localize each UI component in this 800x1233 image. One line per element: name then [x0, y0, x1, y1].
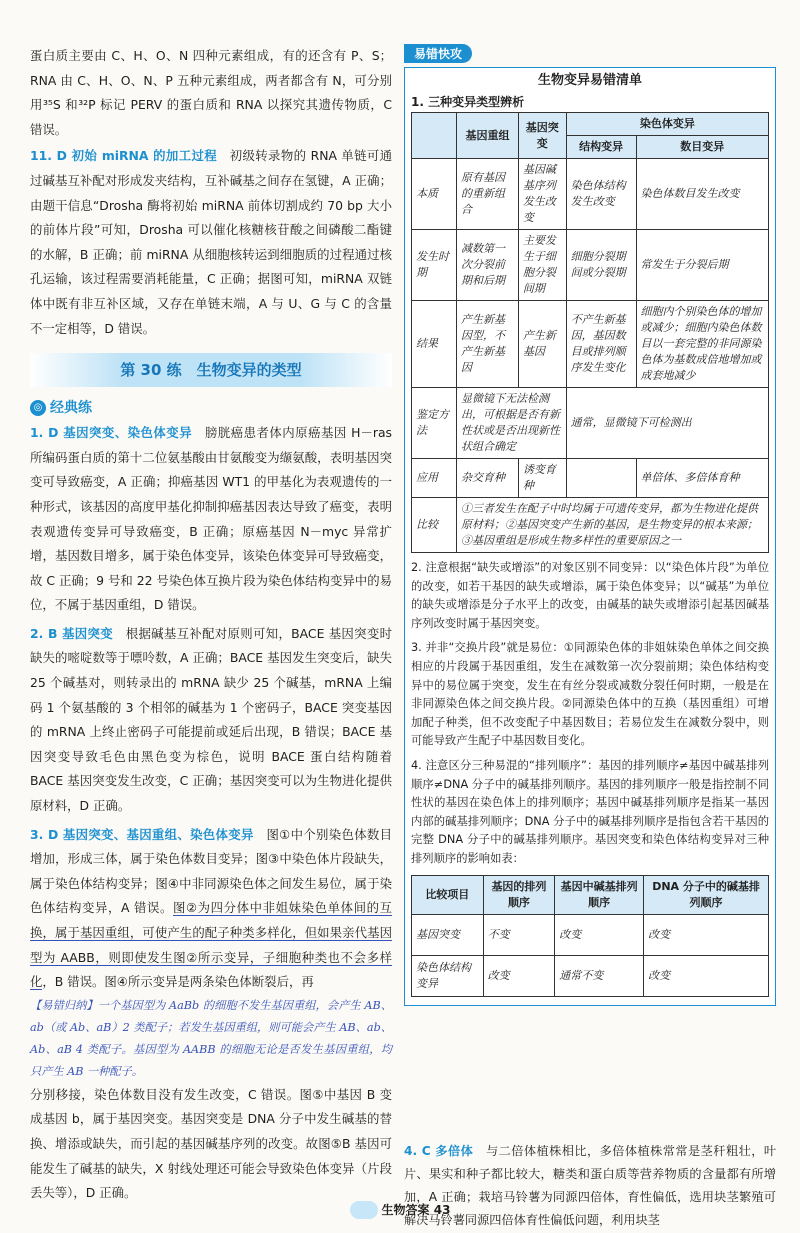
note-3: 3. 并非“交换片段”就是易位：①同源染色体的非姐妹染色单体之间交换相应的片段属于基因重组，发生在减数第一次分裂前期；染色体结构变异中的易位属于突变，发生在有丝分裂或减数分裂任何时期，一般是在非同源染色体之间交换片段。②同源染色体中的互换（基因重组）可增加配子种类，但不改变配子中基因数目；若易位发生在减数分裂中，则可能导致产生配子中基因数目变化。	[411, 641, 769, 748]
table-header-cell: 结构变异	[566, 136, 636, 159]
table-header-cell	[412, 113, 457, 159]
order-comparison-table	[411, 875, 769, 997]
table-cell: 细胞内个别染色体的增加或减少；细胞内染色体数目以一套完整的非同源染色体为基数成倍地增加或成套地减少	[636, 301, 769, 388]
table-cell: 原有基因的重新组合	[457, 159, 519, 230]
q2-paragraph	[30, 622, 392, 819]
q3-tail: 分别移接，染色体数目没有发生改变，C 错误。图⑤中基因 B 变成基因 b，属于基因突变。基因突变是 DNA 分子中发生碱基的替换、增添或缺失，而引起的基因碱基序列的改变。故图⑤B 基因可能发生了碱基的缺失，X 射线处理还可能会导致染色体变异（片段丢失等），D 正确。	[30, 1086, 392, 1201]
table-cell: 染色体数目发生改变	[636, 159, 769, 230]
q1-paragraph	[30, 421, 392, 618]
table-header-cell: DNA 分子中的碱基排列顺序	[644, 875, 769, 914]
q11-text: 初级转录物的 RNA 单链可通过碱基互补配对形成发夹结构，互补碱基之间存在氢键，A 正确；由题干信息“Drosha 酶将初始 miRNA 前体切割成约 70 bp 大小的前体片段”可知，Drosha 可以催化核糖核苷酸之间磷酸二酯键的水解，B 正确；前 miRNA 从细胞核转运到细胞质的过程通过核孔运输，该过程需要消耗能量，C 正确；据图可知，miRNA 双链体中既有非互补区域，又存在单链末端，A 与 U、G 与 C 的含量不一定相等，D 错误。	[30, 148, 393, 336]
note-4: 4. 注意区分三种易混的“排列顺序”：基因的排列顺序≠基因中碱基排列顺序≠DNA 分子中的碱基排列顺序。基因的排列顺序一般是指控制不同性状的基因在染色体上的排列顺序；基因中碱基排列顺序是指某一基因内部的碱基排列顺序；DNA 分子中的碱基排列顺序是指包含若干基因的完整 DNA 分子中的碱基排列顺序。基因突变和染色体结构变异对三种排列顺序的影响如表：	[411, 758, 769, 865]
table-cell: 单倍体、多倍体育种	[636, 459, 769, 498]
box-title: 生物变异易错清单	[537, 73, 642, 88]
table-cell: 改变	[555, 914, 644, 955]
table-cell: 染色体结构发生改变	[566, 159, 636, 230]
publisher-logo-icon	[350, 1201, 378, 1219]
sub-title-text: 经典练	[50, 400, 92, 417]
table-cell: 减数第一次分裂前期和后期	[457, 230, 519, 301]
q3-text-c: ，B 错误。图④所示变异是两条染色体断裂后，再	[42, 974, 314, 990]
q11-paragraph	[30, 144, 392, 341]
tip-tag: 易错快攻	[404, 44, 472, 63]
table-cell: 染色体结构变异	[412, 955, 484, 996]
handwritten-note: 【易错归纳】一个基因型为 AaBb 的细胞不发生基因重组，会产生 AB、ab（或 Ab、aB）2 类配子；若发生基因重组，则可能会产生 AB、ab、Ab、aB 4 类配子。基因型为 AABB 的细胞无论是否发生基因重组，均只产生 AB 一种配子。	[30, 998, 392, 1078]
variation-table	[411, 112, 769, 553]
q3-paragraph	[30, 823, 392, 995]
sub-title	[30, 395, 392, 421]
row-label: 比较	[412, 498, 457, 553]
q11-label: 11. D 初始 miRNA 的加工过程	[30, 148, 217, 164]
table-row	[412, 498, 769, 553]
table-row	[412, 459, 769, 498]
box-subtitle: 1. 三种变异类型辨析	[411, 95, 525, 109]
q4-label: 4. C 多倍体	[404, 1144, 474, 1158]
section-title: 第 30 练 生物变异的类型	[30, 353, 392, 387]
table-cell: 基因突变	[412, 914, 484, 955]
q1-text: 膀胱癌患者体内原癌基因 H－ras 所编码蛋白质的第十二位氨基酸由甘氨酸变为缬氨酸，表明基因突变可导致癌变，A 正确；抑癌基因 WT1 的甲基化为表观遗传的一种形式，该基因的高度甲基化抑制抑癌基因表达导致了癌变，表明表观遗传变异可导致癌变，B 正确；原癌基因 N－myc 异常扩增，基因数目增多，属于染色体变异，该染色体变异可导致癌变，故 C 正确；9 号和 22 号染色体互换片段为染色体结构变异中的易位，不属于基因重组，D 错误。	[30, 425, 393, 613]
table-cell: 不产生新基因，基因数目或排列顺序发生变化	[566, 301, 636, 388]
table-cell: 诱变育种	[518, 459, 566, 498]
table-row	[412, 388, 769, 459]
table-row	[412, 955, 769, 996]
table-cell: 改变	[483, 955, 555, 996]
table-header-row	[412, 875, 769, 914]
table-cell: 产生新基因	[518, 301, 566, 388]
q1-label: 1. D 基因突变、染色体变异	[30, 425, 193, 441]
table-cell: 显微镜下无法检测出，可根据是否有新性状或是否出现新性状组合确定	[457, 388, 567, 459]
table-cell: 杂交育种	[457, 459, 519, 498]
table-row	[412, 159, 769, 230]
table-header-row	[412, 113, 769, 136]
table-row	[412, 301, 769, 388]
tip-box	[404, 67, 776, 1006]
table-cell: ①三者发生在配子中时均属于可遗传变异，都为生物进化提供原材料；②基因突变产生新的基因，是生物变异的根本来源；③基因重组是形成生物多样性的重要原因之一	[457, 498, 769, 553]
table-cell: 基因碱基序列发生改变	[518, 159, 566, 230]
table-header-cell: 数目变异	[636, 136, 769, 159]
left-column	[30, 44, 392, 1206]
table-cell: 通常不变	[555, 955, 644, 996]
table-cell: 产生新基因型，不产生新基因	[457, 301, 519, 388]
row-label: 鉴定方法	[412, 388, 457, 459]
note-2: 2. 注意根据“缺失或增添”的对象区别不同变异：以“染色体片段”为单位的改变，如若干基因的缺失或增添，属于染色体变异；以“碱基”为单位的缺失或增添是分子水平上的改变，由碱基的缺失或增添引起基因碱基序列改变时属于基因突变。	[411, 561, 769, 630]
table-cell: 细胞分裂期间或分裂期	[566, 230, 636, 301]
table-cell: 改变	[644, 914, 769, 955]
table-cell: 常发生于分裂后期	[636, 230, 769, 301]
table-cell: 通常，显微镜下可检测出	[566, 388, 768, 459]
intro-paragraph: 蛋白质主要由 C、H、O、N 四种元素组成，有的还含有 P、S；RNA 由 C、H、O、N、P 五种元素组成，两者都含有 N，可分别用³⁵S 和³²P 标记 PERV 的蛋白质和 RNA 以探究其遗传物质，C 错误。	[30, 48, 392, 137]
q2-label: 2. B 基因突变	[30, 625, 113, 641]
table-row	[412, 230, 769, 301]
q3-text-a: 图①中个别染色体数目增加，形成三体，属于染色体数目变异；图③中染色体片段缺失，属于染色体结构变异；图④中非同源染色体之间发生易位，属于染色体结构变异，A 错误。	[30, 826, 393, 916]
table-cell: 不变	[483, 914, 555, 955]
row-label: 应用	[412, 459, 457, 498]
table-header-cell: 比较项目	[412, 875, 484, 914]
table-row	[412, 914, 769, 955]
table-header-cell: 基因中碱基排列顺序	[555, 875, 644, 914]
row-label: 本质	[412, 159, 457, 230]
table-header-cell: 基因重组	[457, 113, 519, 159]
q3-text-b: 图②为四分体中非姐妹染色单体间的互换，属于基因重组，可使产生的配子种类多样化，但如果亲代基因型为 AABB，则即使发生图②所示变异，子细胞种类也不会多样化	[30, 900, 392, 990]
q4-text: 与二倍体植株相比，多倍体植株常常是茎秆粗壮，叶片、果实和种子都比较大，糖类和蛋白质等营养物质的含量都有所增加，A 正确；栽培马铃薯为同源四倍体，育性偏低，选用块茎繁殖可解决马铃薯同源四倍体育性偏低问题，利用块茎	[404, 1144, 777, 1227]
footer-text: 生物答案 43	[381, 1202, 451, 1217]
right-column	[404, 44, 776, 1006]
table-header-cell: 染色体变异	[566, 113, 768, 136]
table-cell	[566, 459, 636, 498]
table-cell: 改变	[644, 955, 769, 996]
magnifier-icon: ◎	[30, 400, 46, 416]
row-label: 发生时期	[412, 230, 457, 301]
q3-label: 3. D 基因突变、基因重组、染色体变异	[30, 826, 254, 842]
row-label: 结果	[412, 301, 457, 388]
table-header-cell: 基因突变	[518, 113, 566, 159]
q2-text: 根据碱基互补配对原则可知，BACE 基因突变时缺失的嘧啶数等于嘌呤数，A 正确；BACE 基因发生突变后，缺失 25 个碱基对，则转录出的 mRNA 缺少 25 个碱基，mRNA 上编码 1 个氨基酸的 3 个相邻的碱基为 1 个密码子，BACE 突变基因的 mRNA 上终止密码子可能提前或延后出现，B 错误；BACE 基因突变导致毛色由黑色变为棕色，说明 BACE 蛋白结构随着 BACE 基因突变发生改变，C 正确；基因突变可以为生物进化提供原材料，D 正确。	[30, 625, 392, 814]
table-cell: 主要发生于细胞分裂间期	[518, 230, 566, 301]
table-header-cell: 基因的排列顺序	[483, 875, 555, 914]
page-footer	[0, 1201, 800, 1220]
